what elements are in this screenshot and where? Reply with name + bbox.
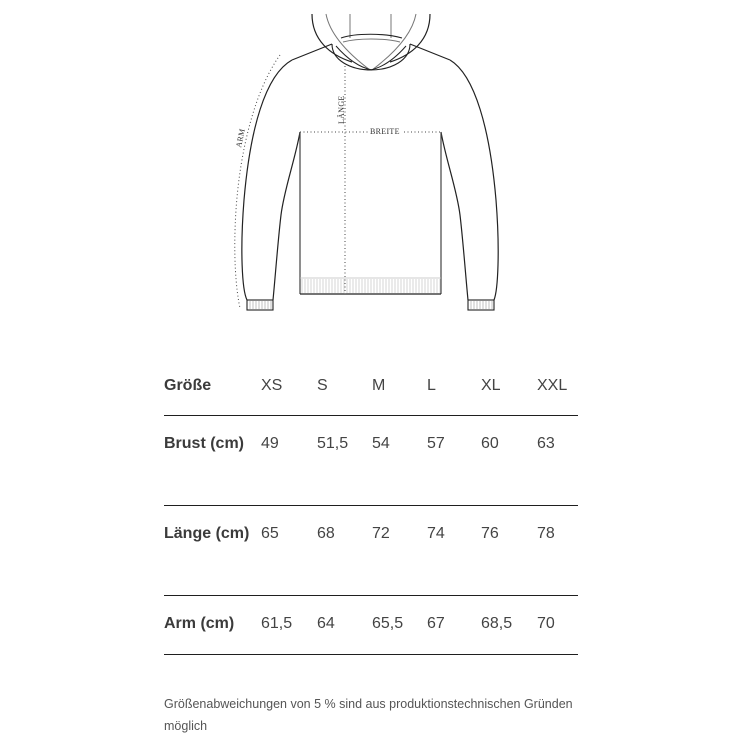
row-label: Arm (cm) [164,615,235,632]
table-cell: 65,5 [372,615,404,632]
table-cell: 76 [481,525,499,542]
table-cell: 74 [427,525,445,542]
table-header-row [164,360,578,416]
table-row-laenge [164,506,578,596]
table-row-brust [164,416,578,506]
table-cell: 54 [372,435,390,452]
table-row-arm [164,596,578,655]
row-label: Brust (cm) [164,435,245,452]
size-header-label: Größe [164,377,212,394]
table-cell: 78 [537,525,555,542]
table-cell: 64 [317,615,335,632]
hoodie-illustration [0,0,745,320]
size-header-xl: XL [481,377,501,394]
table-cell: 68,5 [481,615,513,632]
table-cell: 67 [427,615,445,632]
hoodie-size-diagram [0,0,745,320]
table-cell: 61,5 [261,615,293,632]
size-header-m: M [372,377,386,394]
arm-label: ARM [234,127,247,149]
table-cell: 68 [317,525,335,542]
row-label: Länge (cm) [164,525,250,542]
table-cell: 51,5 [317,435,349,452]
length-label: LÄNGE [337,95,346,124]
table-cell: 72 [372,525,390,542]
table-cell: 60 [481,435,499,452]
width-label: BREITE [370,127,400,136]
size-header-s: S [317,377,328,394]
size-header-l: L [427,377,436,394]
table-cell: 57 [427,435,445,452]
size-tolerance-note: Größenabweichungen von 5 % sind aus produktionstechnischen Gründen möglich [164,697,573,733]
table-cell: 49 [261,435,279,452]
table-cell: 65 [261,525,279,542]
size-header-xxl: XXL [537,377,568,394]
size-table [164,360,578,655]
table-cell: 70 [537,615,555,632]
size-header-xs: XS [261,377,283,394]
table-cell: 63 [537,435,555,452]
